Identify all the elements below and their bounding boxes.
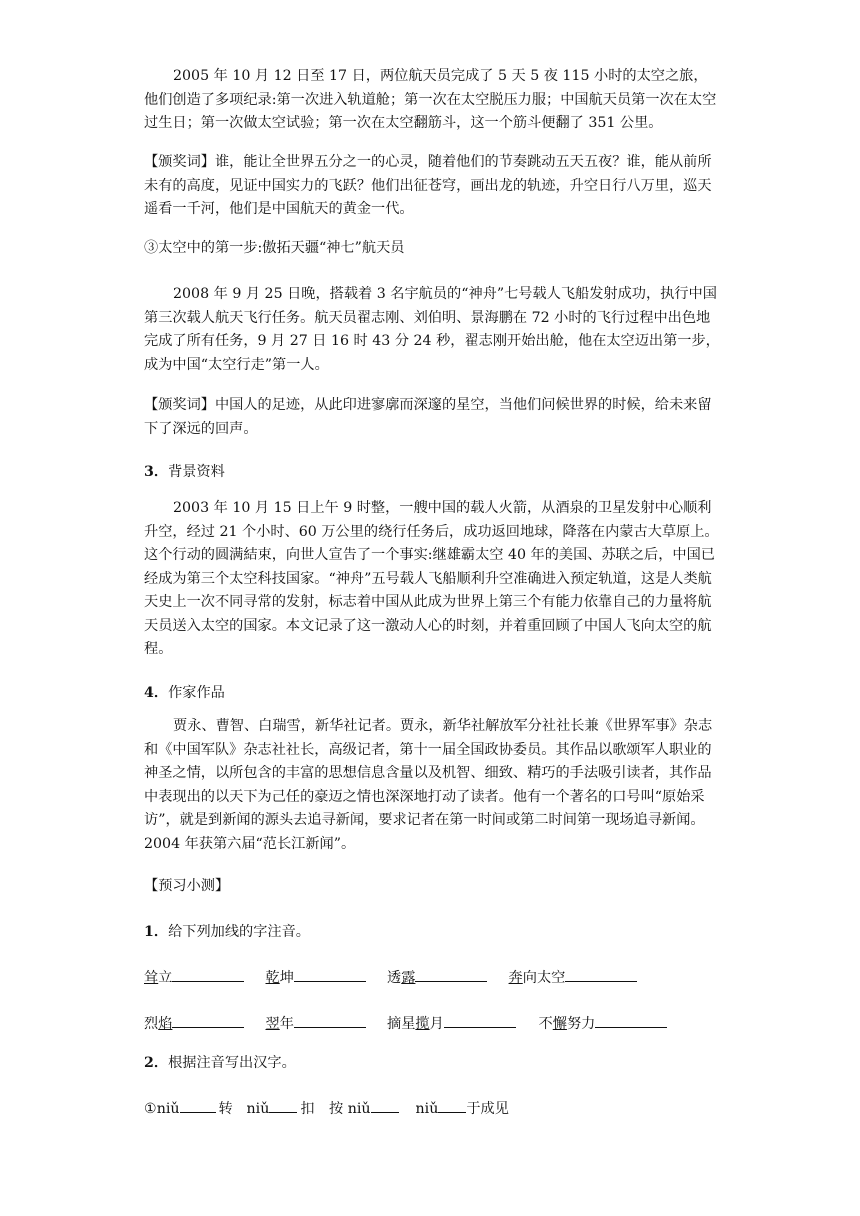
paragraph-shenliu: 2005 年 10 月 12 日至 17 日，两位航天员完成了 5 天 5 夜 115 小时的太空之旅，他们创造了多项纪录:第一次进入轨道舱；第一次在太空脱压力服；中国航天员第一次在太空过生日；第一次做太空试验；第一次在太空翻筋斗，这一个筋斗便翻了 351 公里。 — [144, 68, 717, 131]
paragraph-shenqi: 2008 年 9 月 25 日晚，搭载着 3 名宇航员的“神舟”七号载人飞船发射成功，执行中国第三次载人航天飞行任务。航天员翟志刚、刘伯明、景海鹏在 72 小时的飞行过程中出色地完成了所有任务，9 月 27 日 16 时 43 分 24 秒，翟志刚开始出舱，他在太空迈出第一步，成为中国“太空行走”第一人。 — [144, 286, 720, 373]
answer-blank[interactable] — [294, 966, 366, 982]
section-title: 作家作品 — [168, 685, 225, 701]
word-item: 烈焰 — [144, 1012, 261, 1036]
answer-blank[interactable] — [595, 1012, 667, 1028]
pinyin-row-1 — [144, 966, 744, 990]
answer-blank[interactable] — [180, 1097, 216, 1113]
award-speech-1: 【颁奖词】谁，能让全世界五分之一的心灵，随着他们的节奏跳动五天五夜？谁，能从前所未有的高度，见证中国实力的飞跃？他们出征苍穹，画出龙的轨迹，升空日行八万里，巡天遥看一千河，他们是中国航天的黄金一代。 — [144, 154, 712, 217]
word-item: 摘星揽月 — [387, 1012, 534, 1036]
subheading-shenqi: ③太空中的第一步:傲拓天疆“神七”航天员 — [144, 240, 405, 256]
award-speech-2: 【颁奖词】中国人的足迹，从此印进寥廓而深邃的星空，当他们问候世界的时候，给未来留下了深远的回声。 — [144, 397, 712, 437]
word-item: 耸立 — [144, 966, 261, 990]
section-heading-author — [144, 682, 720, 706]
question-number: 2． — [144, 1055, 169, 1071]
question-1 — [144, 921, 720, 945]
pinyin-item: ①niǔ 转 — [144, 1097, 242, 1121]
answer-blank[interactable] — [269, 1097, 297, 1113]
word-item: 不懈努力 — [539, 1012, 668, 1036]
word-item: 乾坤 — [266, 966, 383, 990]
answer-blank[interactable] — [438, 1097, 466, 1113]
question-number: 1． — [144, 924, 169, 940]
paragraph-background: 2003 年 10 月 15 日上午 9 时整，一艘中国的载人火箭，从酒泉的卫星发射中心顺利升空，经过 21 个小时、60 万公里的绕行任务后，成功返回地球，降落在内蒙古大草原上。这个行动的圆满結束，向世人宣告了一个事实:继雄霸太空 40 年的美国、苏联之后，中国已经成为第三个太空科技国家。“神舟”五号载人飞船顺利升空准确进入预定轨道，这是人类航天史上一次不同寻常的发射，标志着中国从此成为世界上第三个有能力依靠自己的力量将航天员送入太空的国家。本文记录了这一激动人心的时刻，并着重回顾了中国人飞向太空的航程。 — [144, 500, 719, 657]
pinyin-item: niǔ 于成见 — [416, 1097, 509, 1121]
answer-blank[interactable] — [172, 966, 244, 982]
word-item: 透露 — [387, 966, 504, 990]
section-number: 3． — [144, 464, 169, 480]
answer-blank[interactable] — [371, 1097, 399, 1113]
answer-blank[interactable] — [294, 1012, 366, 1028]
section-title: 背景资料 — [168, 464, 225, 480]
question-text: 根据注音写出汉字。 — [168, 1055, 296, 1071]
answer-blank[interactable] — [565, 966, 637, 982]
hanzi-row — [144, 1097, 744, 1121]
answer-blank[interactable] — [415, 966, 487, 982]
section-heading-background — [144, 461, 720, 485]
word-item: 奔向太空 — [509, 966, 638, 990]
word-item: 翌年 — [266, 1012, 383, 1036]
question-text: 给下列加线的字注音。 — [168, 924, 310, 940]
section-number: 4． — [144, 685, 169, 701]
preview-quiz-title: 【预习小测】 — [144, 878, 230, 894]
paragraph-author: 贾永、曹智、白瑞雪，新华社记者。贾永，新华社解放军分社社长兼《世界军事》杂志和《中国军队》杂志社社长，高级记者，第十一届全国政协委员。其作品以歌颂军人职业的神圣之情，以所包含的丰富的思想信息含量以及机智、细致、精巧的手法吸引读者，其作品中表现出的以天下为己任的豪迈之情也深深地打动了读者。他有一个著名的口号叫“原始采访”，就是到新闻的源头去追寻新闻，要求记者在第一时间或第二时间第一现场追寻新闻。2004 年获第六届“范长江新闻”。 — [144, 718, 713, 852]
answer-blank[interactable] — [444, 1012, 516, 1028]
question-2 — [144, 1052, 720, 1076]
answer-blank[interactable] — [172, 1012, 244, 1028]
pinyin-item: niǔ 扣 — [247, 1097, 325, 1121]
pinyin-item: 按 niǔ — [329, 1097, 411, 1121]
pinyin-row-2 — [144, 1012, 744, 1036]
